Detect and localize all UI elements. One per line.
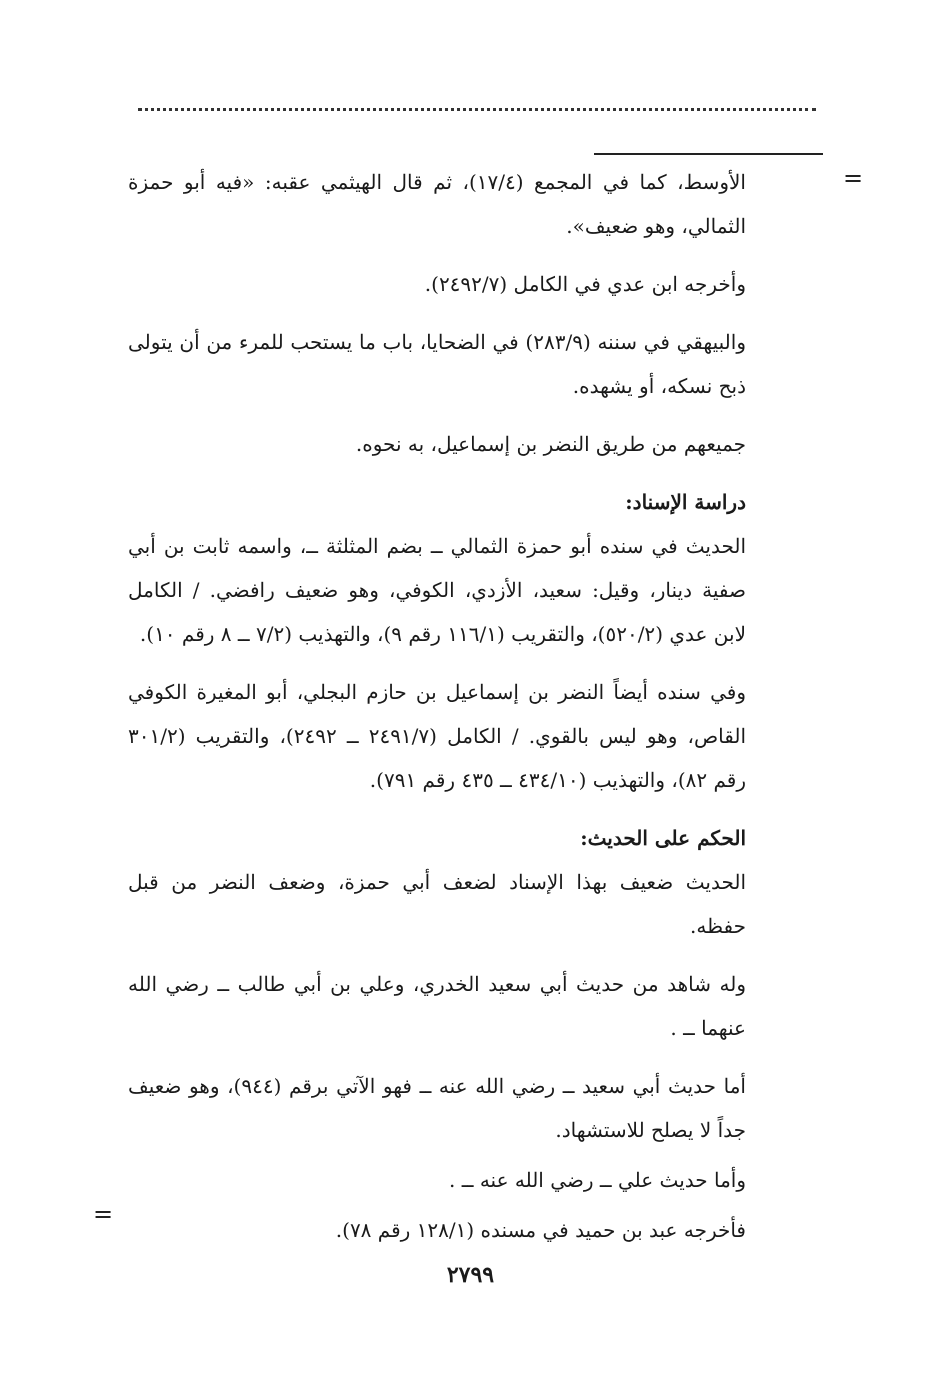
paragraph-8: وله شاهد من حديث أبي سعيد الخدري، وعلي بن أبي طالب ــ رضي الله عنهما ــ . [128, 972, 746, 1040]
paragraph-2: وأخرجه ابن عدي في الكامل (٢٤٩٢/٧). [424, 272, 746, 296]
footnote-rule [594, 153, 823, 155]
paragraph-1: الأوسط، كما في المجمع (١٧/٤)، ثم قال الهيثمي عقبه: «فيه أبو حمزة الثمالي، وهو ضعيف». [128, 170, 746, 238]
dotted-separator [138, 108, 816, 111]
paragraph-10: وأما حديث علي ــ رضي الله عنه ــ . [449, 1168, 746, 1192]
heading-isnad-study: دراسة الإسناد: [625, 490, 746, 514]
footnote-body [128, 160, 746, 1258]
paragraph-4: جميعهم من طريق النضر بن إسماعيل، به نحوه. [355, 432, 746, 456]
paragraph-6: وفي سنده أيضاً النضر بن إسماعيل بن حازم البجلي، أبو المغيرة الكوفي القاص، وهو ليس بالقوي. / الكامل (٢٤٩١/٧ ــ ٢٤٩٢)، والتقريب (٣٠١/٢ رقم ٨٢)، والتهذيب (٤٣٤/١٠ ــ ٤٣٥ رقم ٧٩١). [128, 680, 746, 792]
continuation-mark-bottom: = [93, 1200, 114, 1228]
continuation-mark-top: = [843, 164, 864, 192]
paragraph-3: والبيهقي في سننه (٢٨٣/٩) في الضحايا، باب ما يستحب للمرء من أن يتولى ذبح نسكه، أو يشهده. [128, 330, 746, 398]
paragraph-9: أما حديث أبي سعيد ــ رضي الله عنه ــ فهو الآتي برقم (٩٤٤)، وهو ضعيف جداً لا يصلح للاستشهاد. [128, 1074, 746, 1142]
paragraph-11: فأخرجه عبد بن حميد في مسنده (١٢٨/١ رقم ٧٨). [335, 1218, 746, 1242]
paragraph-5: الحديث في سنده أبو حمزة الثمالي ــ بضم المثلثة ــ، واسمه ثابت بن أبي صفية دينار، وقيل: سعيد، الأزدي، الكوفي، وهو ضعيف رافضي. / الكامل لابن عدي (٥٢٠/٢)، والتقريب (١١٦/١ رقم ٩)، والتهذيب (٧/٢ ــ ٨ رقم ١٠). [128, 534, 746, 646]
paragraph-7: الحديث ضعيف بهذا الإسناد لضعف أبي حمزة، وضعف النضر من قبل حفظه. [128, 870, 746, 938]
heading-hadith-ruling: الحكم على الحديث: [580, 826, 746, 850]
page-number: ٢٧٩٩ [446, 1262, 495, 1288]
